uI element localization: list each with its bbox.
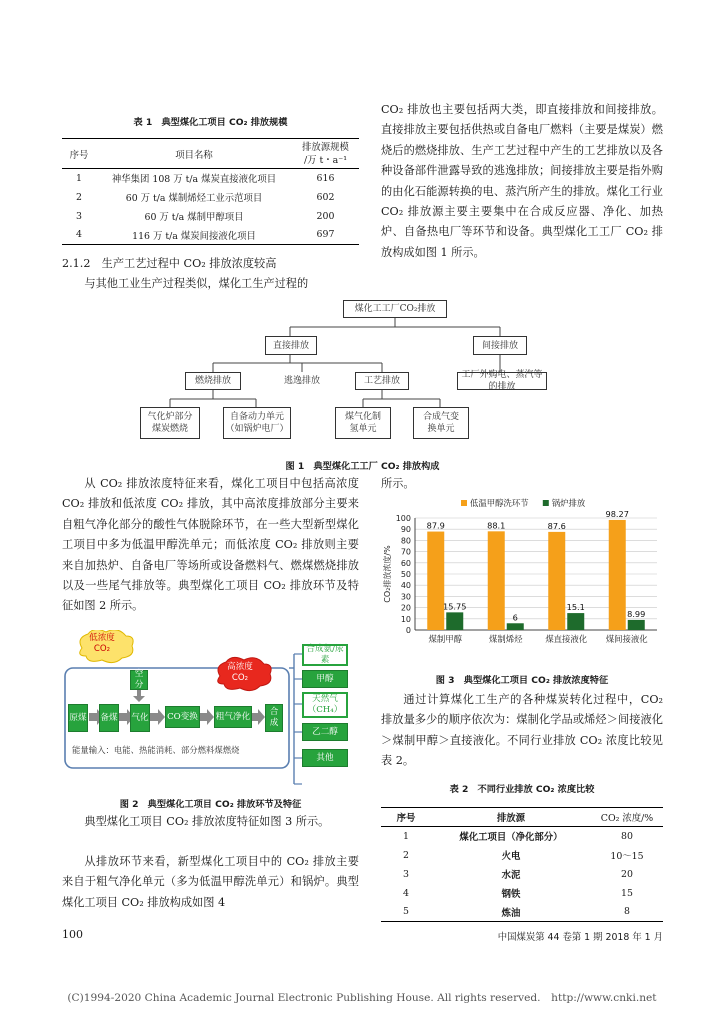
table-row	[381, 884, 663, 903]
table1-header-scale-line2: /万 t・a⁻¹	[304, 154, 347, 166]
table2-cell: 钢铁	[501, 889, 521, 900]
fig1-synth-line1: 合成气变	[422, 412, 459, 422]
fig1-synth-node	[413, 407, 469, 439]
table2-cell: 炼油	[501, 907, 521, 919]
fig3-data-label: 15.1	[566, 602, 585, 613]
paragraph-right-top: CO₂ 排放也主要包括两大类，即直接排放和间接排放。直接排放主要包括供热或自备电厂燃料（主要是煤炭）燃烧后的燃烧排放、生产工艺过程中产生的工艺排放以及各种设备部件泄露导致的逃逸排放；间接排放主要是指外购的由化石能源转换的电、蒸汽所产生的排放。煤化工行业 CO₂ 排放源主要主要集中在合成反应器、净化、加热炉、自备热电厂等环节和设备。典型煤化工工厂 CO₂ 排放构成如图 1 所示。	[381, 103, 663, 259]
fig2-high-cloud-line2: CO₂	[231, 673, 249, 683]
table2-header-source: 排放源	[496, 813, 526, 824]
table2-cell: 1	[403, 830, 409, 842]
fig3-y-axis-label: CO₂排放浓度/%	[383, 545, 392, 603]
fig1-power-line1: 自备动力单元	[229, 412, 284, 422]
table1-cell: 116 万 t/a 煤炭间接液化项目	[132, 230, 256, 242]
fig2-gasify: 气化	[130, 704, 150, 732]
fig3-y-tick-label: 70	[400, 547, 411, 557]
fig3-y-tick-label: 20	[400, 603, 411, 613]
fig3-data-label: 15.75	[443, 601, 467, 612]
fig3-data-label: 88.1	[487, 520, 506, 531]
table-row	[381, 865, 663, 884]
table1-cell: 616	[316, 172, 335, 184]
fig1-direct-node: 直接排放	[265, 336, 317, 355]
fig3-bar	[446, 612, 463, 630]
table2-cell: 煤化工项目（净化部分）	[459, 832, 563, 844]
fig3-bar	[628, 620, 645, 630]
fig3-bar	[488, 531, 505, 630]
fig2-sng-line1: 天然气	[312, 694, 338, 704]
fig3-legend	[461, 498, 586, 508]
table1-cell: 60 万 t/a 煤制烯烃工业示范项目	[125, 193, 263, 204]
table2-cell: 15	[621, 887, 633, 899]
fig2-sng-line2: （CH₄）	[307, 705, 343, 715]
fig1-root-node: 煤化工工厂CO₂排放	[343, 300, 447, 318]
table1-cell: 697	[316, 229, 335, 241]
table1-cell: 602	[316, 191, 335, 203]
section-heading: 2.1.2 生产工艺过程中 CO₂ 排放浓度较高	[62, 257, 277, 270]
fig3-x-tick-label: 煤间接液化	[605, 634, 648, 644]
fig2-raw-coal: 原煤	[68, 704, 88, 732]
paragraph-right-mid: 所示。	[381, 477, 415, 490]
fig3-legend-swatch	[461, 500, 467, 506]
table-row	[62, 188, 359, 207]
table1-cell: 2	[76, 191, 82, 203]
table1-cell: 60 万 t/a 煤制甲醇项目	[144, 212, 244, 223]
fig1-indirect-node: 间接排放	[473, 336, 527, 355]
table1-header-name: 项目名称	[175, 149, 213, 161]
fig3-y-tick-label: 10	[400, 614, 411, 624]
table1-header-scale-line1: 排放源规模	[302, 141, 349, 153]
paragraph-left-intro: 与其他工业生产过程类似，煤化工生产过程的	[84, 277, 309, 290]
paragraph-left-bottom-2: 从排放环节来看，新型煤化工项目中的 CO₂ 排放主要来自于粗气净化单元（多为低温甲醇洗单元）和锅炉。典型煤化工项目 CO₂ 排放构成如图 4	[62, 855, 359, 909]
journal-info: 中国煤炭第 44 卷第 1 期 2018 年 1 月	[497, 932, 663, 943]
fig2-low-conc-cloud	[76, 633, 128, 655]
fig3-x-tick-label: 煤制甲醇	[428, 634, 462, 644]
table-row	[62, 169, 359, 188]
table-row	[381, 903, 663, 922]
fig2-energy-input: 能量输入：电能、热能消耗、部分燃料煤燃烧	[72, 745, 240, 755]
page-number: 100	[62, 928, 83, 941]
fig3-y-tick-label: 0	[405, 626, 411, 635]
table2-cell: 20	[621, 868, 633, 880]
fig2-synthesis: 合成	[265, 704, 283, 732]
fig3-y-tick-label: 50	[400, 570, 411, 579]
fig3-bar	[609, 520, 626, 630]
table-row	[62, 226, 359, 245]
fig3-data-label: 87.9	[426, 520, 445, 531]
table1-cell: 200	[316, 210, 335, 222]
fig2-high-cloud-line1: 高浓度	[227, 662, 253, 672]
fig3-y-tick-label: 100	[395, 514, 411, 523]
fig3-bar	[507, 623, 524, 630]
table2-header-no: 序号	[396, 813, 416, 824]
fig2-prep-coal: 备煤	[99, 704, 119, 732]
table2-cell: 8	[624, 906, 630, 918]
fig3-bar	[567, 613, 584, 630]
table2-cell: 火电	[501, 851, 521, 862]
table2-caption: 表 2 不同行业排放 CO₂ 浓度比较	[449, 784, 595, 795]
fig3-y-tick-label: 90	[400, 525, 411, 535]
fig2-product-sng	[302, 692, 348, 718]
fig3-x-ticks	[429, 634, 649, 644]
fig2-low-cloud-line1: 低浓度	[89, 633, 115, 643]
fig2-product-glycol: 乙二醇	[302, 723, 348, 741]
fig1-gasif-line1: 煤气化制	[344, 412, 381, 422]
fig3-data-label: 98.27	[605, 508, 629, 519]
fig1-furnace-line1: 气化炉部分	[147, 412, 193, 422]
figure1-diagram	[135, 297, 555, 445]
copyright-notice: (C)1994-2020 China Academic Journal Electronic Publishing House. All rights reserved. http://www.cnki.net	[67, 992, 657, 1004]
fig2-product-other: 其他	[302, 749, 348, 767]
fig2-purify: 粗气净化	[214, 706, 252, 728]
table2-cell: 水泥	[501, 870, 521, 881]
fig3-legend-label: 低温甲醇洗环节	[470, 498, 529, 508]
table2-cell: 4	[403, 887, 409, 899]
fig3-data-label: 8.99	[627, 608, 646, 619]
table2-cell: 5	[403, 906, 409, 918]
fig2-air-sep: 空分	[130, 670, 148, 690]
figure2-caption: 图 2 典型煤化工项目 CO₂ 排放环节及特征	[119, 799, 302, 810]
paragraph-left-mid: 从 CO₂ 排放浓度特征来看，煤化工项目中包括高浓度 CO₂ 排放和低浓度 CO₂ 排放，其中高浓度排放部分主要来自粗气净化部分的酸性气体脱除环节，在一些大型新型煤化工项目中多为低温甲醇洗单元；而低浓度 CO₂ 排放则主要来自加热炉、自备电厂等场所或设备燃料气、燃煤燃烧排放以及一些尾气排放等。典型煤化工项目 CO₂ 排放环节及特征如图 2 所示。	[62, 477, 359, 613]
fig1-purchased-node: 工厂外购电、蒸汽等的排放	[457, 372, 547, 390]
fig1-gasif-node	[335, 407, 391, 439]
table1-cell: 神华集团 108 万 t/a 煤炭直接液化项目	[111, 174, 277, 186]
figure3-caption: 图 3 典型煤化工项目 CO₂ 排放浓度特征	[435, 675, 609, 686]
fig1-escape-node: 逃逸排放	[275, 372, 329, 390]
table1	[62, 138, 359, 245]
table2-cell: 2	[403, 849, 409, 861]
fig1-furnace-node	[140, 407, 200, 439]
fig3-bar	[427, 532, 444, 630]
table-row	[381, 827, 663, 846]
fig3-y-tick-label: 30	[400, 592, 411, 602]
table1-cell: 3	[76, 210, 82, 222]
figure3-chart	[381, 494, 663, 658]
table1-header-no: 序号	[69, 149, 89, 161]
fig2-product-ammonia: 合成氨/尿素	[302, 644, 348, 666]
fig3-data-label: 6	[512, 612, 518, 623]
table2	[381, 807, 663, 922]
fig3-y-tick-label: 40	[400, 581, 411, 591]
table2-cell: 10～15	[610, 851, 644, 862]
table2-cell: 3	[403, 868, 409, 880]
fig1-combustion-node: 燃烧排放	[185, 372, 241, 390]
table1-cell: 1	[76, 172, 82, 184]
fig1-process-node: 工艺排放	[355, 372, 409, 390]
fig3-y-tick-label: 60	[400, 558, 411, 568]
fig3-data-label: 87.6	[547, 520, 566, 531]
fig3-x-tick-label: 煤直接液化	[545, 634, 588, 644]
fig2-co-shift: CO变换	[165, 706, 200, 728]
figure1-caption: 图 1 典型煤化工工厂 CO₂ 排放构成	[285, 461, 440, 472]
fig1-power-node	[223, 407, 291, 439]
fig2-product-methanol: 甲醇	[302, 670, 348, 688]
fig2-low-cloud-line2: CO₂	[93, 644, 111, 654]
table2-cell: 80	[621, 830, 633, 842]
fig1-gasif-line2: 氢单元	[349, 424, 377, 434]
figure2-diagram	[62, 630, 359, 790]
fig1-furnace-line2: 煤炭燃烧	[151, 424, 188, 434]
table1-header-scale	[292, 139, 359, 169]
fig3-y-tick-label: 80	[400, 536, 411, 546]
fig3-x-tick-label: 煤制烯烃	[489, 634, 523, 644]
fig2-high-conc-cloud	[214, 662, 266, 684]
paragraph-left-bottom-1: 典型煤化工项目 CO₂ 排放浓度特征如图 3 所示。	[84, 815, 330, 828]
fig1-synth-line2: 换单元	[427, 424, 455, 434]
fig1-power-line2: （如锅炉电厂）	[225, 424, 289, 434]
fig3-y-ticks	[396, 514, 411, 635]
table1-cell: 4	[76, 229, 82, 241]
fig3-bar	[548, 532, 565, 630]
paragraph-right-bottom: 通过计算煤化工生产的各种煤炭转化过程中，CO₂ 排放量多少的顺序依次为：煤制化学品或烯烃＞间接液化＞煤制甲醇＞直接液化。不同行业排放 CO₂ 浓度比较见表 2。	[381, 693, 663, 768]
table-row	[381, 846, 663, 865]
table-row	[62, 207, 359, 226]
table2-header-conc: CO₂ 浓度/%	[600, 813, 654, 824]
fig3-legend-swatch	[543, 500, 549, 506]
table1-caption: 表 1 典型煤化工项目 CO₂ 排放规模	[133, 117, 288, 128]
fig3-bars	[427, 520, 645, 630]
fig3-legend-label: 锅炉排放	[551, 498, 586, 508]
